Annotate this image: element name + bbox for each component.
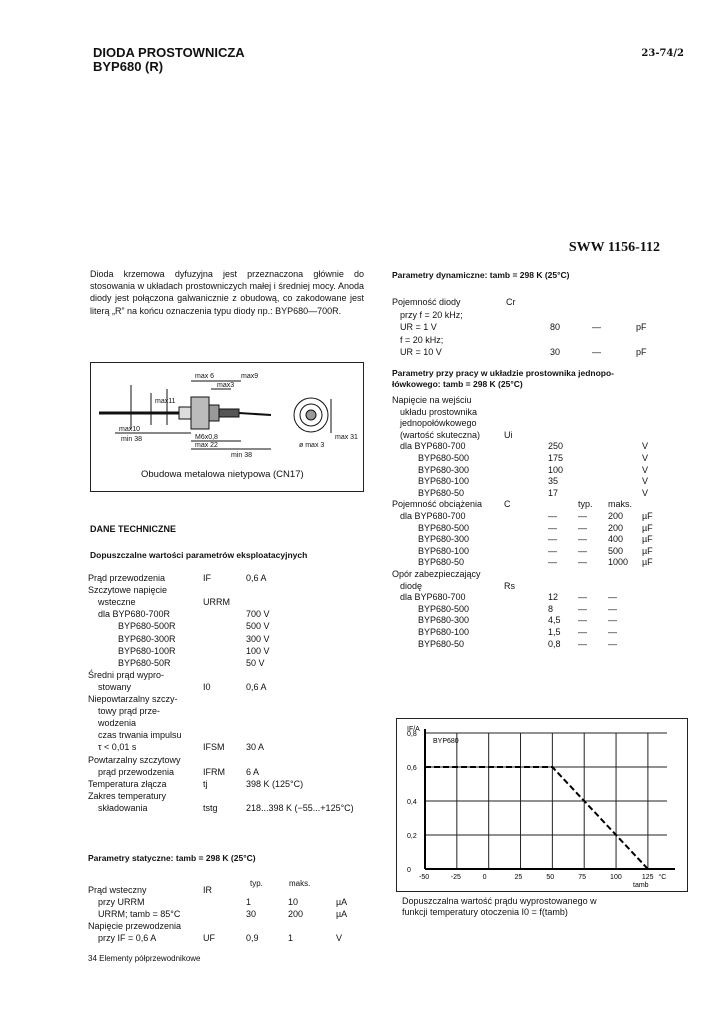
rectifier-param-value: 8: [548, 603, 554, 614]
rectifier-param-unit: V: [642, 453, 649, 463]
rectifier-param-unit: µF: [642, 511, 653, 521]
limit-param-value: 100 V: [246, 645, 270, 656]
rectifier-param-symbol: Rs: [504, 580, 515, 591]
dim-label: ø max 3: [299, 442, 325, 449]
rectifier-param-name: diodę: [400, 580, 423, 591]
rectifier-param-typ: —: [578, 557, 587, 568]
limit-param-name: τ < 0,01 s: [98, 742, 137, 753]
y-tick-label: 0: [407, 867, 411, 874]
limit-param-name: BYP680-300R: [118, 633, 176, 644]
static-param-unit: V: [336, 933, 343, 943]
rectifier-params-table: [392, 394, 672, 664]
limit-param-value: 50 V: [246, 657, 265, 668]
rectifier-param-name: (wartość skuteczna): [400, 429, 481, 440]
rectifier-param-value: 175: [548, 453, 564, 463]
rectifier-param-name: jednopołówkowego: [400, 418, 477, 429]
rectifier-param-max: 1000: [608, 557, 629, 568]
rectifier-param-name: BYP680-50: [418, 487, 465, 498]
limit-param-name: Średni prąd wypro-: [88, 669, 165, 680]
rectifier-param-name: dla BYP680-700: [400, 592, 466, 603]
series-label: BYP680: [433, 738, 459, 745]
dynamic-param-name: f = 20 kHz;: [400, 334, 444, 345]
limit-param-symbol: IFRM: [203, 766, 225, 777]
rectifier-param-max: 500: [608, 545, 624, 556]
dim-label: max3: [217, 382, 235, 389]
dim-label: M6x0,8: [195, 434, 218, 441]
page-footer: 34 Elementy półprzewodnikowe: [88, 954, 201, 963]
rectifier-param-typ: —: [578, 615, 587, 626]
limit-param-name: Prąd przewodzenia: [88, 573, 166, 583]
rectifier-param-unit: µF: [642, 534, 653, 545]
limit-param-name: wodzenia: [98, 718, 137, 729]
dynamic-param-name: UR = 10 V: [400, 347, 442, 357]
rectifier-param-max: 200: [608, 511, 624, 521]
limit-param-value: 398 K (125°C): [246, 778, 304, 789]
dim-label: max10: [119, 426, 141, 433]
rectifier-param-name: BYP680-500: [418, 453, 470, 463]
dynamic-param-value: 80: [550, 322, 561, 332]
rectifier-param-typ: —: [578, 627, 587, 637]
rectifier-param-max: 400: [608, 534, 624, 545]
static-params-table: [88, 884, 368, 948]
rectifier-param-value: —: [548, 534, 557, 545]
rectifier-param-name: Napięcie na wejściu: [392, 395, 472, 405]
standard-number: SWW 1156-112: [568, 240, 660, 255]
static-param-name: URRM; tamb = 85°C: [98, 909, 181, 919]
y-tick-label: 0,4: [407, 799, 417, 806]
limit-param-symbol: tj: [203, 778, 208, 789]
static-param-name: Napięcie przewodzenia: [88, 921, 182, 931]
y-tick-label: 0,2: [407, 833, 417, 840]
x-tick-label: 75: [578, 874, 587, 881]
static-param-unit: µA: [336, 909, 348, 919]
x-tick-label: 0: [482, 874, 487, 881]
derating-chart: [396, 718, 688, 892]
dynamic-param-name: UR = 1 V: [400, 322, 437, 332]
limit-param-symbol: URRM: [203, 597, 230, 608]
dynamic-params-heading: Parametry dynamiczne: tamb = 298 K (25°C): [392, 270, 570, 280]
rectifier-param-name: BYP680-50: [418, 638, 465, 649]
dynamic-param-max: —: [592, 347, 601, 357]
limit-param-name: Powtarzalny szczytowy: [88, 754, 181, 765]
limit-param-name: Zakres temperatury: [88, 790, 167, 801]
limit-param-name: składowania: [98, 802, 148, 813]
static-param-typ: 0,9: [246, 933, 259, 943]
dynamic-param-value: 30: [550, 347, 561, 357]
rectifier-param-max: —: [608, 603, 617, 614]
title-line-1: DIODA PROSTOWNICZA: [93, 45, 245, 60]
static-param-unit: µA: [336, 897, 348, 907]
rectifier-param-name: BYP680-100: [418, 476, 470, 487]
rectifier-param-unit: V: [642, 487, 649, 498]
rectifier-param-value: 0,8: [548, 638, 561, 649]
x-tick-label: 50: [546, 874, 555, 881]
limit-param-value: 700 V: [246, 609, 270, 620]
limit-param-value: 218...398 K (−55...+125°C): [246, 802, 354, 813]
rectifier-param-value: —: [548, 522, 557, 533]
rectifier-param-unit: V: [642, 441, 649, 452]
derating-chart-svg: [397, 719, 687, 891]
reference-code: 23-74/2: [641, 48, 684, 59]
limit-param-name: BYP680-100R: [118, 645, 176, 656]
dim-label: min 38: [121, 436, 143, 443]
static-param-typ: 30: [246, 909, 257, 919]
limit-param-value: 6 A: [246, 766, 260, 777]
rectifier-param-max: —: [608, 638, 617, 649]
rectifier-param-name: BYP680-300: [418, 615, 470, 626]
dim-label: max 22: [195, 442, 218, 449]
document-title: [93, 46, 245, 74]
rectifier-param-typ: —: [578, 511, 587, 521]
x-tick-label: -50: [419, 874, 430, 881]
rectifier-param-value: 4,5: [548, 615, 561, 626]
rectifier-param-value: 250: [548, 441, 564, 452]
rectifier-param-max: maks.: [608, 499, 633, 510]
limit-param-name: Niepowtarzalny szczy-: [88, 694, 178, 704]
limit-param-name: wsteczne: [98, 597, 136, 608]
dim-label: min 38: [231, 452, 253, 459]
tech-data-heading: DANE TECHNICZNE: [90, 524, 177, 534]
static-param-max: 1: [288, 933, 294, 943]
rectifier-heading-line-1: Parametry przy pracy w układzie prostownika jednopo-: [392, 368, 615, 378]
dynamic-param-unit: pF: [636, 322, 647, 332]
static-param-max: 200: [288, 909, 304, 919]
rectifier-param-max: 200: [608, 522, 624, 533]
chart-caption-line-1: Dopuszczalna wartość prądu wyprostowanego w: [402, 896, 597, 906]
dynamic-param-max: —: [592, 322, 601, 332]
limit-param-symbol: tstg: [203, 802, 218, 813]
rectifier-param-value: —: [548, 511, 557, 521]
dynamic-param-symbol: Cr: [506, 297, 516, 307]
limit-param-name: prąd przewodzenia: [98, 766, 175, 777]
x-tick-label: 100: [610, 874, 622, 881]
rectifier-param-typ: typ.: [578, 499, 593, 510]
rectifier-param-typ: —: [578, 534, 587, 545]
limit-param-value: 0,6 A: [246, 681, 267, 692]
rectifier-param-unit: V: [642, 476, 649, 487]
limit-param-name: dla BYP680-700R: [98, 609, 171, 620]
rectifier-param-name: układu prostownika: [400, 406, 478, 417]
static-params-heading: Parametry statyczne: tamb = 298 K (25°C): [88, 853, 256, 863]
rectifier-param-max: —: [608, 592, 617, 603]
limit-param-name: BYP680-50R: [118, 657, 171, 668]
x-tick-label: 25: [514, 874, 523, 881]
package-drawing: [90, 362, 364, 492]
rectifier-param-value: 1,5: [548, 627, 561, 637]
rectifier-param-value: 12: [548, 592, 559, 603]
chart-caption-line-2: funkcji temperatury otoczenia I0 = f(tamb): [402, 907, 568, 917]
limit-param-name: towy prąd prze-: [98, 706, 161, 717]
rectifier-param-symbol: Ui: [504, 429, 513, 440]
limit-param-name: stowany: [98, 681, 132, 692]
rectifier-param-typ: —: [578, 522, 587, 533]
static-col-typ: typ.: [250, 879, 263, 888]
limit-param-name: BYP680-500R: [118, 621, 176, 632]
limit-param-name: czas trwania impulsu: [98, 730, 182, 741]
rectifier-param-name: BYP680-100: [418, 627, 470, 637]
series-line: [425, 767, 648, 869]
limits-heading: Dopuszczalne wartości parametrów eksploatacyjnych: [90, 550, 308, 560]
rectifier-param-value: —: [548, 545, 557, 556]
rectifier-param-value: 35: [548, 476, 559, 487]
intro-paragraph: Dioda krzemowa dyfuzyjna jest przeznaczona głównie do stosowania w układach prostowniczych małej i średniej mocy. Anoda diody jest połączona galwanicznie z obudową, co zakodowane jest literą „R” na końcu oznaczenia typu diody np.: BYP680—700R.: [90, 269, 364, 316]
drawing-caption: Obudowa metalowa nietypowa (CN17): [141, 469, 304, 480]
rectifier-param-typ: —: [578, 592, 587, 603]
limit-param-symbol: IFSM: [203, 742, 225, 753]
limit-param-value: 0,6 A: [246, 573, 267, 583]
rectifier-param-value: 17: [548, 487, 559, 498]
limit-param-value: 300 V: [246, 633, 270, 644]
static-param-symbol: IR: [203, 885, 212, 895]
x-tick-label: 125: [641, 874, 654, 881]
rectifier-param-unit: µF: [642, 545, 653, 556]
limit-param-symbol: IF: [203, 573, 211, 583]
static-param-name: przy URRM: [98, 897, 145, 907]
rectifier-param-max: —: [608, 627, 617, 637]
rectifier-param-name: BYP680-300: [418, 464, 470, 475]
limit-param-name: Temperatura złącza: [88, 778, 167, 789]
rectifier-param-name: Pojemność obciążenia: [392, 499, 483, 510]
x-axis-label: tamb: [633, 882, 649, 889]
limits-table: [88, 572, 368, 822]
static-col-max: maks.: [289, 879, 311, 888]
dynamic-param-unit: pF: [636, 347, 647, 357]
rectifier-param-name: dla BYP680-700: [400, 511, 466, 521]
rectifier-param-name: dla BYP680-700: [400, 441, 466, 452]
title-line-2: BYP680 (R): [93, 59, 164, 74]
static-param-typ: 1: [246, 897, 252, 907]
dynamic-params-table: [392, 296, 672, 358]
static-param-symbol: UF: [203, 933, 215, 943]
dim-label: max11: [155, 398, 176, 405]
dim-label: max9: [241, 373, 259, 380]
rectifier-param-name: BYP680-300: [418, 534, 470, 545]
static-param-name: przy IF = 0,6 A: [98, 933, 157, 943]
rectifier-param-name: BYP680-500: [418, 522, 470, 533]
y-axis-label: IF/A: [407, 726, 420, 733]
x-tick-label: °C: [658, 874, 667, 881]
dynamic-param-name: przy f = 20 kHz;: [400, 309, 463, 320]
rectifier-param-name: Opór zabezpieczający: [392, 569, 481, 579]
limit-param-symbol: I0: [203, 681, 211, 692]
rectifier-param-symbol: C: [504, 499, 511, 510]
dim-label: max 31: [335, 434, 358, 441]
rectifier-param-max: —: [608, 615, 617, 626]
rectifier-param-unit: V: [642, 464, 649, 475]
rectifier-param-unit: µF: [642, 557, 653, 568]
rectifier-param-value: 100: [548, 464, 564, 475]
dim-label: max 6: [195, 373, 215, 380]
y-tick-label: 0,8: [407, 731, 417, 738]
rectifier-heading-line-2: łówkowego: tamb = 298 K (25°C): [392, 379, 523, 389]
rectifier-heading: [392, 368, 614, 390]
x-tick-label: -25: [450, 874, 461, 881]
dynamic-param-name: Pojemność diody: [392, 297, 461, 307]
rectifier-param-name: BYP680-100: [418, 545, 470, 556]
y-tick-label: 0,6: [407, 765, 417, 772]
limit-param-value: 30 A: [246, 742, 265, 753]
rectifier-param-name: BYP680-50: [418, 557, 465, 568]
chart-caption: [402, 896, 597, 918]
rectifier-param-typ: —: [578, 603, 587, 614]
limit-param-name: Szczytowe napięcie: [88, 585, 168, 596]
rectifier-param-value: —: [548, 557, 557, 568]
rectifier-param-typ: —: [578, 638, 587, 649]
limit-param-value: 500 V: [246, 621, 270, 632]
rectifier-param-name: BYP680-500: [418, 603, 470, 614]
static-param-name: Prąd wsteczny: [88, 885, 147, 895]
static-param-max: 10: [288, 897, 299, 907]
rectifier-param-unit: µF: [642, 522, 653, 533]
rectifier-param-typ: —: [578, 545, 587, 556]
